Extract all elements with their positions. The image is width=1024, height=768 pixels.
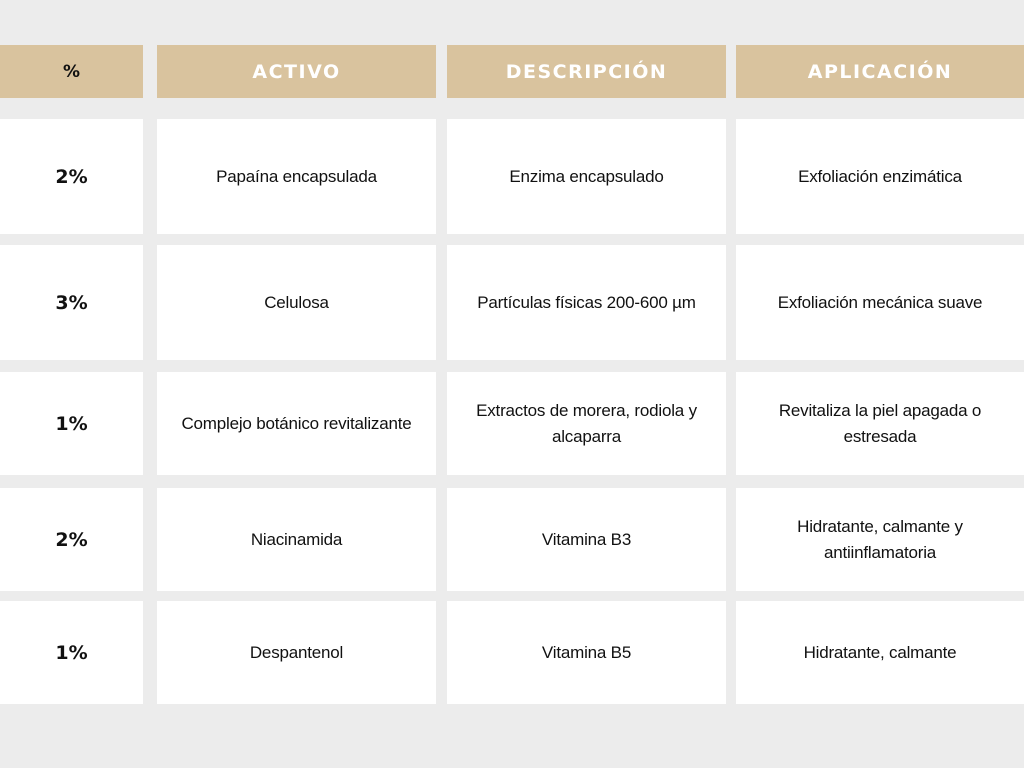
cell-aplicacion: Exfoliación mecánica suave bbox=[736, 245, 1024, 360]
cell-descripcion: Vitamina B3 bbox=[447, 488, 726, 591]
cell-percent: 1% bbox=[0, 601, 143, 704]
cell-activo: Celulosa bbox=[157, 245, 436, 360]
cell-activo: Despantenol bbox=[157, 601, 436, 704]
cell-descripcion: Enzima encapsulado bbox=[447, 119, 726, 234]
cell-percent: 3% bbox=[0, 245, 143, 360]
header-descripcion: DESCRIPCIÓN bbox=[447, 45, 726, 98]
cell-percent: 1% bbox=[0, 372, 143, 475]
cell-percent: 2% bbox=[0, 119, 143, 234]
cell-descripcion: Partículas físicas 200-600 µm bbox=[447, 245, 726, 360]
cell-aplicacion: Hidratante, calmante y antiinflamatoria bbox=[736, 488, 1024, 591]
header-percent: % bbox=[0, 45, 143, 98]
cell-activo: Niacinamida bbox=[157, 488, 436, 591]
cell-activo: Complejo botánico revitalizante bbox=[157, 372, 436, 475]
cell-percent: 2% bbox=[0, 488, 143, 591]
cell-activo: Papaína encapsulada bbox=[157, 119, 436, 234]
cell-aplicacion: Exfoliación enzimática bbox=[736, 119, 1024, 234]
cell-descripcion: Extractos de morera, rodiola y alcaparra bbox=[447, 372, 726, 475]
cell-descripcion: Vitamina B5 bbox=[447, 601, 726, 704]
header-activo: ACTIVO bbox=[157, 45, 436, 98]
cell-aplicacion: Revitaliza la piel apagada o estresada bbox=[736, 372, 1024, 475]
header-aplicacion: APLICACIÓN bbox=[736, 45, 1024, 98]
cell-aplicacion: Hidratante, calmante bbox=[736, 601, 1024, 704]
